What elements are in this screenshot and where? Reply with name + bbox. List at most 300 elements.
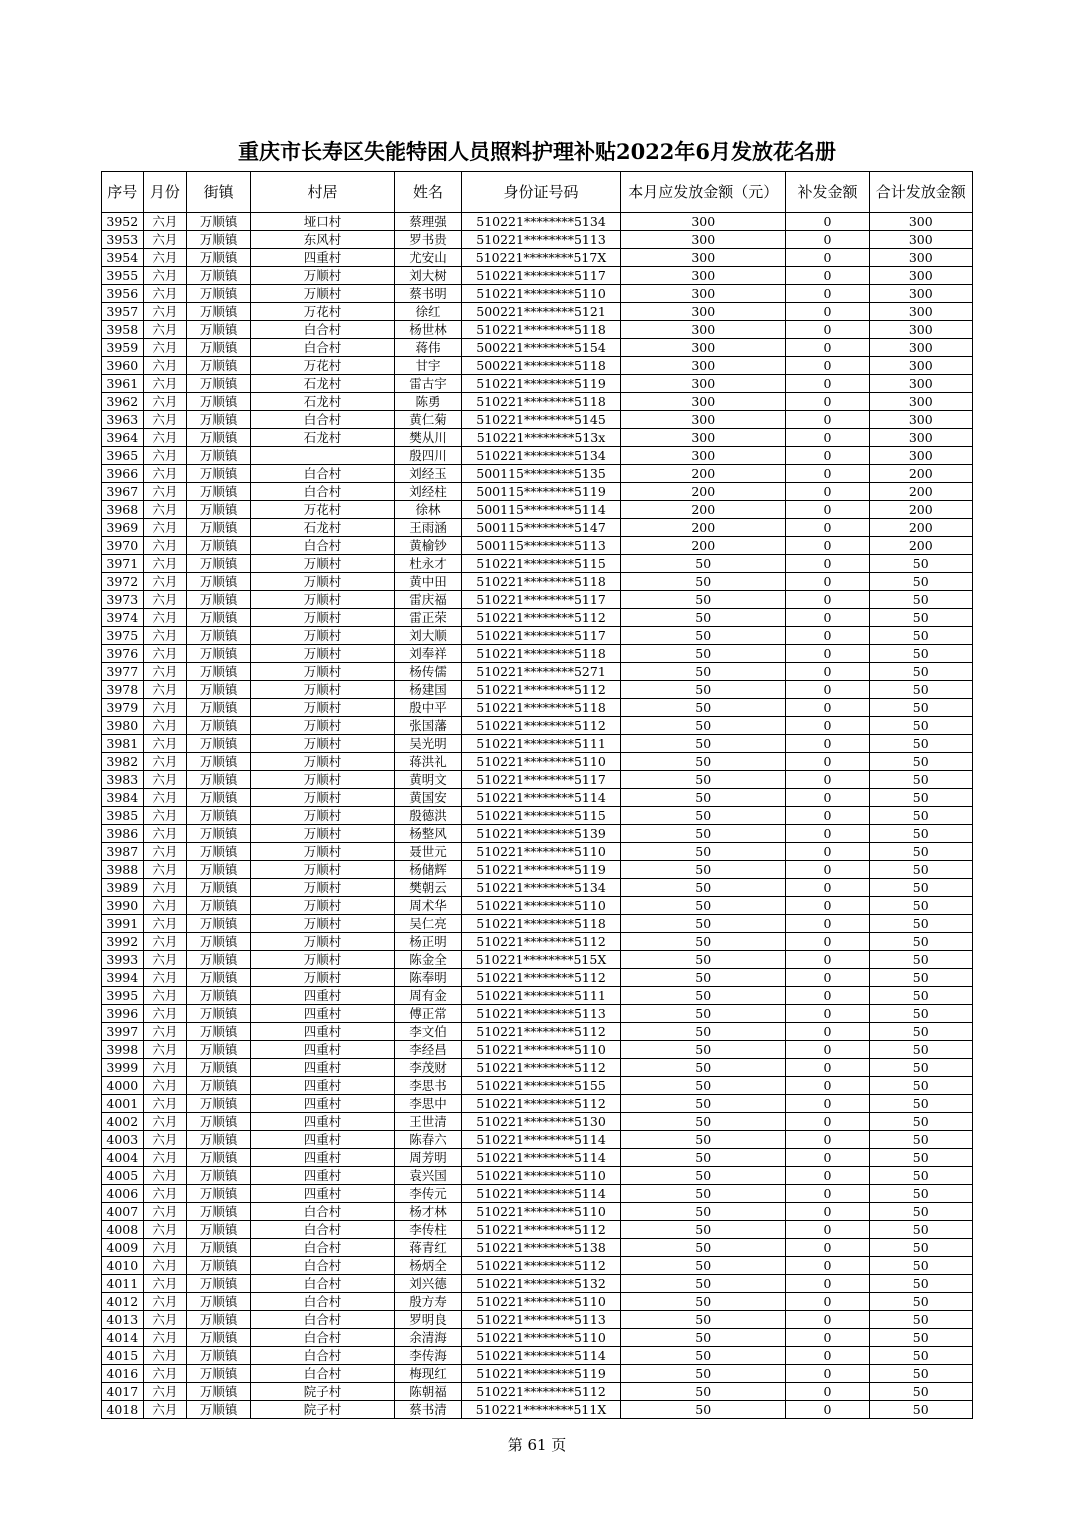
cell-col-index: 3960 (102, 357, 144, 375)
cell-col-town: 万顺镇 (187, 1275, 251, 1293)
cell-col-town: 万顺镇 (187, 1329, 251, 1347)
header-col-index: 序号 (102, 172, 144, 213)
cell-col-amount-due: 300 (621, 267, 786, 285)
cell-col-index: 4013 (102, 1311, 144, 1329)
cell-col-village: 四重村 (251, 1041, 395, 1059)
cell-col-amount-due: 50 (621, 1095, 786, 1113)
cell-col-month: 六月 (143, 645, 187, 663)
cell-col-town: 万顺镇 (187, 1347, 251, 1365)
cell-col-month: 六月 (143, 1131, 187, 1149)
cell-col-amount-due: 300 (621, 393, 786, 411)
cell-col-month: 六月 (143, 267, 187, 285)
cell-col-id: 510221********5118 (461, 573, 620, 591)
cell-col-town: 万顺镇 (187, 1167, 251, 1185)
cell-col-month: 六月 (143, 1113, 187, 1131)
table-row (102, 537, 973, 555)
cell-col-village: 白合村 (251, 1347, 395, 1365)
cell-col-village: 白合村 (251, 321, 395, 339)
cell-col-amount-due: 50 (621, 1185, 786, 1203)
cell-col-name: 吴仁亮 (395, 915, 462, 933)
cell-col-total: 300 (869, 429, 972, 447)
cell-col-amount-due: 300 (621, 411, 786, 429)
cell-col-name: 甘宇 (395, 357, 462, 375)
cell-col-total: 50 (869, 1095, 972, 1113)
cell-col-village: 万顺村 (251, 681, 395, 699)
cell-col-amount-due: 50 (621, 951, 786, 969)
cell-col-supplement: 0 (786, 627, 869, 645)
cell-col-id: 510221********5134 (461, 879, 620, 897)
cell-col-amount-due: 50 (621, 1149, 786, 1167)
cell-col-supplement: 0 (786, 1005, 869, 1023)
cell-col-id: 510221********5139 (461, 825, 620, 843)
cell-col-index: 3982 (102, 753, 144, 771)
cell-col-name: 王世清 (395, 1113, 462, 1131)
table-row (102, 717, 973, 735)
table-row (102, 465, 973, 483)
header-col-month: 月份 (143, 172, 187, 213)
cell-col-amount-due: 50 (621, 1383, 786, 1401)
header-col-name: 姓名 (395, 172, 462, 213)
cell-col-amount-due: 50 (621, 555, 786, 573)
cell-col-month: 六月 (143, 429, 187, 447)
cell-col-name: 尤安山 (395, 249, 462, 267)
cell-col-id: 510221********5117 (461, 591, 620, 609)
cell-col-name: 刘大树 (395, 267, 462, 285)
cell-col-index: 3983 (102, 771, 144, 789)
cell-col-total: 50 (869, 1257, 972, 1275)
cell-col-month: 六月 (143, 681, 187, 699)
cell-col-index: 3980 (102, 717, 144, 735)
cell-col-town: 万顺镇 (187, 519, 251, 537)
cell-col-village: 万花村 (251, 303, 395, 321)
cell-col-total: 200 (869, 501, 972, 519)
cell-col-town: 万顺镇 (187, 645, 251, 663)
cell-col-month: 六月 (143, 843, 187, 861)
header-col-supplement: 补发金额 (786, 172, 869, 213)
table-row (102, 555, 973, 573)
cell-col-amount-due: 50 (621, 609, 786, 627)
cell-col-name: 蒋青红 (395, 1239, 462, 1257)
cell-col-name: 周术华 (395, 897, 462, 915)
cell-col-name: 蒋伟 (395, 339, 462, 357)
cell-col-amount-due: 50 (621, 1113, 786, 1131)
cell-col-id: 510221********5112 (461, 717, 620, 735)
cell-col-name: 黄榆钞 (395, 537, 462, 555)
cell-col-name: 李茂财 (395, 1059, 462, 1077)
cell-col-amount-due: 50 (621, 591, 786, 609)
cell-col-index: 3968 (102, 501, 144, 519)
cell-col-month: 六月 (143, 249, 187, 267)
cell-col-month: 六月 (143, 1095, 187, 1113)
cell-col-supplement: 0 (786, 429, 869, 447)
cell-col-town: 万顺镇 (187, 447, 251, 465)
cell-col-village (251, 447, 395, 465)
cell-col-village: 万顺村 (251, 753, 395, 771)
cell-col-id: 510221********5118 (461, 393, 620, 411)
cell-col-index: 3988 (102, 861, 144, 879)
cell-col-supplement: 0 (786, 303, 869, 321)
cell-col-name: 傅正常 (395, 1005, 462, 1023)
cell-col-name: 李传元 (395, 1185, 462, 1203)
table-row (102, 519, 973, 537)
cell-col-name: 陈朝福 (395, 1383, 462, 1401)
cell-col-index: 4010 (102, 1257, 144, 1275)
cell-col-town: 万顺镇 (187, 321, 251, 339)
cell-col-index: 4011 (102, 1275, 144, 1293)
table-row (102, 825, 973, 843)
cell-col-supplement: 0 (786, 1203, 869, 1221)
cell-col-id: 510221********5115 (461, 555, 620, 573)
cell-col-id: 510221********5134 (461, 447, 620, 465)
cell-col-id: 500115********5113 (461, 537, 620, 555)
cell-col-village: 四重村 (251, 1149, 395, 1167)
cell-col-id: 510221********5110 (461, 285, 620, 303)
table-row (102, 1131, 973, 1149)
cell-col-total: 50 (869, 1203, 972, 1221)
cell-col-town: 万顺镇 (187, 1095, 251, 1113)
cell-col-total: 200 (869, 519, 972, 537)
cell-col-amount-due: 50 (621, 717, 786, 735)
cell-col-amount-due: 50 (621, 1329, 786, 1347)
table-row (102, 915, 973, 933)
cell-col-town: 万顺镇 (187, 1293, 251, 1311)
cell-col-total: 50 (869, 555, 972, 573)
table-row (102, 447, 973, 465)
cell-col-village: 石龙村 (251, 519, 395, 537)
cell-col-amount-due: 200 (621, 483, 786, 501)
cell-col-total: 50 (869, 789, 972, 807)
cell-col-village: 万顺村 (251, 591, 395, 609)
cell-col-town: 万顺镇 (187, 1365, 251, 1383)
table-row (102, 1311, 973, 1329)
cell-col-supplement: 0 (786, 393, 869, 411)
table-row (102, 789, 973, 807)
cell-col-total: 50 (869, 951, 972, 969)
cell-col-month: 六月 (143, 825, 187, 843)
cell-col-supplement: 0 (786, 339, 869, 357)
cell-col-supplement: 0 (786, 1023, 869, 1041)
cell-col-village: 白合村 (251, 1293, 395, 1311)
cell-col-total: 50 (869, 1221, 972, 1239)
cell-col-amount-due: 50 (621, 807, 786, 825)
cell-col-month: 六月 (143, 393, 187, 411)
cell-col-month: 六月 (143, 933, 187, 951)
cell-col-town: 万顺镇 (187, 753, 251, 771)
cell-col-index: 3961 (102, 375, 144, 393)
cell-col-month: 六月 (143, 1383, 187, 1401)
cell-col-town: 万顺镇 (187, 501, 251, 519)
cell-col-index: 4004 (102, 1149, 144, 1167)
cell-col-supplement: 0 (786, 1149, 869, 1167)
cell-col-month: 六月 (143, 1149, 187, 1167)
cell-col-total: 50 (869, 681, 972, 699)
cell-col-village: 院子村 (251, 1383, 395, 1401)
cell-col-amount-due: 50 (621, 897, 786, 915)
cell-col-id: 510221********5114 (461, 1149, 620, 1167)
cell-col-total: 50 (869, 1005, 972, 1023)
cell-col-index: 4009 (102, 1239, 144, 1257)
cell-col-town: 万顺镇 (187, 303, 251, 321)
cell-col-supplement: 0 (786, 1131, 869, 1149)
cell-col-month: 六月 (143, 699, 187, 717)
cell-col-village: 四重村 (251, 1113, 395, 1131)
cell-col-supplement: 0 (786, 807, 869, 825)
table-row (102, 1185, 973, 1203)
cell-col-supplement: 0 (786, 357, 869, 375)
table-row (102, 393, 973, 411)
cell-col-total: 50 (869, 1365, 972, 1383)
cell-col-month: 六月 (143, 1347, 187, 1365)
header-col-total: 合计发放金额 (869, 172, 972, 213)
table-row (102, 879, 973, 897)
table-row (102, 1167, 973, 1185)
table-row (102, 249, 973, 267)
cell-col-id: 510221********5138 (461, 1239, 620, 1257)
cell-col-id: 510221********517X (461, 249, 620, 267)
table-row (102, 627, 973, 645)
cell-col-village: 白合村 (251, 1275, 395, 1293)
table-row (102, 483, 973, 501)
cell-col-village: 万顺村 (251, 699, 395, 717)
cell-col-amount-due: 50 (621, 1365, 786, 1383)
cell-col-town: 万顺镇 (187, 1221, 251, 1239)
cell-col-month: 六月 (143, 213, 187, 231)
cell-col-supplement: 0 (786, 681, 869, 699)
cell-col-name: 刘奉祥 (395, 645, 462, 663)
cell-col-month: 六月 (143, 1167, 187, 1185)
cell-col-supplement: 0 (786, 1059, 869, 1077)
cell-col-village: 白合村 (251, 411, 395, 429)
cell-col-supplement: 0 (786, 465, 869, 483)
cell-col-total: 300 (869, 375, 972, 393)
cell-col-index: 3997 (102, 1023, 144, 1041)
cell-col-total: 50 (869, 627, 972, 645)
cell-col-name: 黄中田 (395, 573, 462, 591)
cell-col-index: 3965 (102, 447, 144, 465)
cell-col-month: 六月 (143, 555, 187, 573)
cell-col-month: 六月 (143, 1203, 187, 1221)
cell-col-id: 510221********5112 (461, 1221, 620, 1239)
cell-col-amount-due: 50 (621, 1203, 786, 1221)
cell-col-town: 万顺镇 (187, 807, 251, 825)
cell-col-town: 万顺镇 (187, 915, 251, 933)
cell-col-supplement: 0 (786, 1239, 869, 1257)
cell-col-supplement: 0 (786, 609, 869, 627)
cell-col-index: 3973 (102, 591, 144, 609)
table-row (102, 1077, 973, 1095)
cell-col-village: 万顺村 (251, 663, 395, 681)
cell-col-town: 万顺镇 (187, 1311, 251, 1329)
cell-col-id: 500221********5121 (461, 303, 620, 321)
cell-col-town: 万顺镇 (187, 357, 251, 375)
cell-col-id: 510221********5112 (461, 1383, 620, 1401)
table-row (102, 1113, 973, 1131)
cell-col-town: 万顺镇 (187, 1383, 251, 1401)
cell-col-amount-due: 300 (621, 303, 786, 321)
cell-col-supplement: 0 (786, 1095, 869, 1113)
cell-col-supplement: 0 (786, 645, 869, 663)
cell-col-month: 六月 (143, 537, 187, 555)
cell-col-town: 万顺镇 (187, 429, 251, 447)
cell-col-amount-due: 200 (621, 537, 786, 555)
cell-col-month: 六月 (143, 987, 187, 1005)
cell-col-supplement: 0 (786, 789, 869, 807)
cell-col-name: 殷中平 (395, 699, 462, 717)
cell-col-amount-due: 50 (621, 1041, 786, 1059)
cell-col-index: 3964 (102, 429, 144, 447)
cell-col-total: 50 (869, 807, 972, 825)
cell-col-month: 六月 (143, 465, 187, 483)
cell-col-town: 万顺镇 (187, 951, 251, 969)
cell-col-village: 万顺村 (251, 285, 395, 303)
cell-col-name: 殷德洪 (395, 807, 462, 825)
cell-col-supplement: 0 (786, 483, 869, 501)
cell-col-id: 500221********5154 (461, 339, 620, 357)
cell-col-village: 万顺村 (251, 735, 395, 753)
cell-col-id: 510221********511X (461, 1401, 620, 1419)
cell-col-town: 万顺镇 (187, 879, 251, 897)
cell-col-id: 510221********5118 (461, 321, 620, 339)
table-row (102, 951, 973, 969)
cell-col-name: 樊朝云 (395, 879, 462, 897)
cell-col-index: 4006 (102, 1185, 144, 1203)
cell-col-amount-due: 50 (621, 573, 786, 591)
table-row (102, 1383, 973, 1401)
cell-col-town: 万顺镇 (187, 1059, 251, 1077)
cell-col-amount-due: 50 (621, 1293, 786, 1311)
cell-col-village: 万顺村 (251, 573, 395, 591)
cell-col-month: 六月 (143, 1239, 187, 1257)
header-col-village: 村居 (251, 172, 395, 213)
cell-col-index: 4012 (102, 1293, 144, 1311)
cell-col-month: 六月 (143, 357, 187, 375)
cell-col-town: 万顺镇 (187, 609, 251, 627)
cell-col-name: 罗明良 (395, 1311, 462, 1329)
cell-col-name: 樊从川 (395, 429, 462, 447)
cell-col-id: 510221********5145 (461, 411, 620, 429)
table-row (102, 807, 973, 825)
cell-col-total: 50 (869, 969, 972, 987)
cell-col-amount-due: 50 (621, 1257, 786, 1275)
cell-col-name: 陈勇 (395, 393, 462, 411)
cell-col-supplement: 0 (786, 753, 869, 771)
cell-col-supplement: 0 (786, 1257, 869, 1275)
table-row (102, 321, 973, 339)
cell-col-village: 白合村 (251, 1239, 395, 1257)
cell-col-amount-due: 50 (621, 843, 786, 861)
table-row (102, 285, 973, 303)
table-row (102, 753, 973, 771)
cell-col-amount-due: 50 (621, 915, 786, 933)
cell-col-index: 3994 (102, 969, 144, 987)
table-row (102, 969, 973, 987)
cell-col-amount-due: 50 (621, 861, 786, 879)
table-row (102, 1221, 973, 1239)
cell-col-id: 510221********5132 (461, 1275, 620, 1293)
table-row (102, 1005, 973, 1023)
cell-col-total: 50 (869, 1311, 972, 1329)
cell-col-index: 4000 (102, 1077, 144, 1095)
cell-col-month: 六月 (143, 1257, 187, 1275)
cell-col-village: 白合村 (251, 483, 395, 501)
table-row (102, 1023, 973, 1041)
cell-col-month: 六月 (143, 339, 187, 357)
table-header (102, 172, 973, 213)
cell-col-month: 六月 (143, 1041, 187, 1059)
cell-col-id: 510221********515X (461, 951, 620, 969)
cell-col-supplement: 0 (786, 1185, 869, 1203)
table-row (102, 771, 973, 789)
cell-col-village: 万顺村 (251, 555, 395, 573)
cell-col-amount-due: 50 (621, 1131, 786, 1149)
cell-col-village: 万顺村 (251, 843, 395, 861)
cell-col-id: 510221********5112 (461, 609, 620, 627)
cell-col-amount-due: 50 (621, 1005, 786, 1023)
cell-col-name: 李思中 (395, 1095, 462, 1113)
cell-col-index: 3999 (102, 1059, 144, 1077)
cell-col-total: 50 (869, 609, 972, 627)
cell-col-village: 垭口村 (251, 213, 395, 231)
cell-col-total: 50 (869, 591, 972, 609)
cell-col-month: 六月 (143, 771, 187, 789)
cell-col-month: 六月 (143, 915, 187, 933)
cell-col-supplement: 0 (786, 1113, 869, 1131)
cell-col-town: 万顺镇 (187, 1401, 251, 1419)
cell-col-town: 万顺镇 (187, 969, 251, 987)
cell-col-month: 六月 (143, 789, 187, 807)
cell-col-month: 六月 (143, 1311, 187, 1329)
cell-col-supplement: 0 (786, 1293, 869, 1311)
cell-col-id: 510221********5110 (461, 1203, 620, 1221)
cell-col-supplement: 0 (786, 1365, 869, 1383)
cell-col-village: 四重村 (251, 1185, 395, 1203)
cell-col-name: 刘大顺 (395, 627, 462, 645)
cell-col-total: 50 (869, 1239, 972, 1257)
cell-col-amount-due: 300 (621, 249, 786, 267)
cell-col-village: 万顺村 (251, 951, 395, 969)
cell-col-amount-due: 50 (621, 1347, 786, 1365)
cell-col-total: 300 (869, 393, 972, 411)
table-row (102, 645, 973, 663)
cell-col-supplement: 0 (786, 951, 869, 969)
cell-col-id: 510221********513x (461, 429, 620, 447)
cell-col-village: 白合村 (251, 1329, 395, 1347)
cell-col-supplement: 0 (786, 1275, 869, 1293)
cell-col-id: 510221********5110 (461, 843, 620, 861)
cell-col-town: 万顺镇 (187, 987, 251, 1005)
cell-col-id: 510221********5117 (461, 627, 620, 645)
cell-col-village: 四重村 (251, 1005, 395, 1023)
cell-col-supplement: 0 (786, 321, 869, 339)
cell-col-name: 雷正荣 (395, 609, 462, 627)
cell-col-name: 刘经玉 (395, 465, 462, 483)
cell-col-id: 500115********5114 (461, 501, 620, 519)
cell-col-month: 六月 (143, 1293, 187, 1311)
cell-col-supplement: 0 (786, 375, 869, 393)
cell-col-index: 3995 (102, 987, 144, 1005)
cell-col-index: 3981 (102, 735, 144, 753)
cell-col-amount-due: 300 (621, 285, 786, 303)
cell-col-index: 3971 (102, 555, 144, 573)
table-row (102, 1041, 973, 1059)
cell-col-total: 300 (869, 213, 972, 231)
cell-col-town: 万顺镇 (187, 681, 251, 699)
table-row (102, 1239, 973, 1257)
cell-col-town: 万顺镇 (187, 267, 251, 285)
cell-col-total: 50 (869, 1149, 972, 1167)
cell-col-name: 蒋洪礼 (395, 753, 462, 771)
cell-col-total: 50 (869, 861, 972, 879)
